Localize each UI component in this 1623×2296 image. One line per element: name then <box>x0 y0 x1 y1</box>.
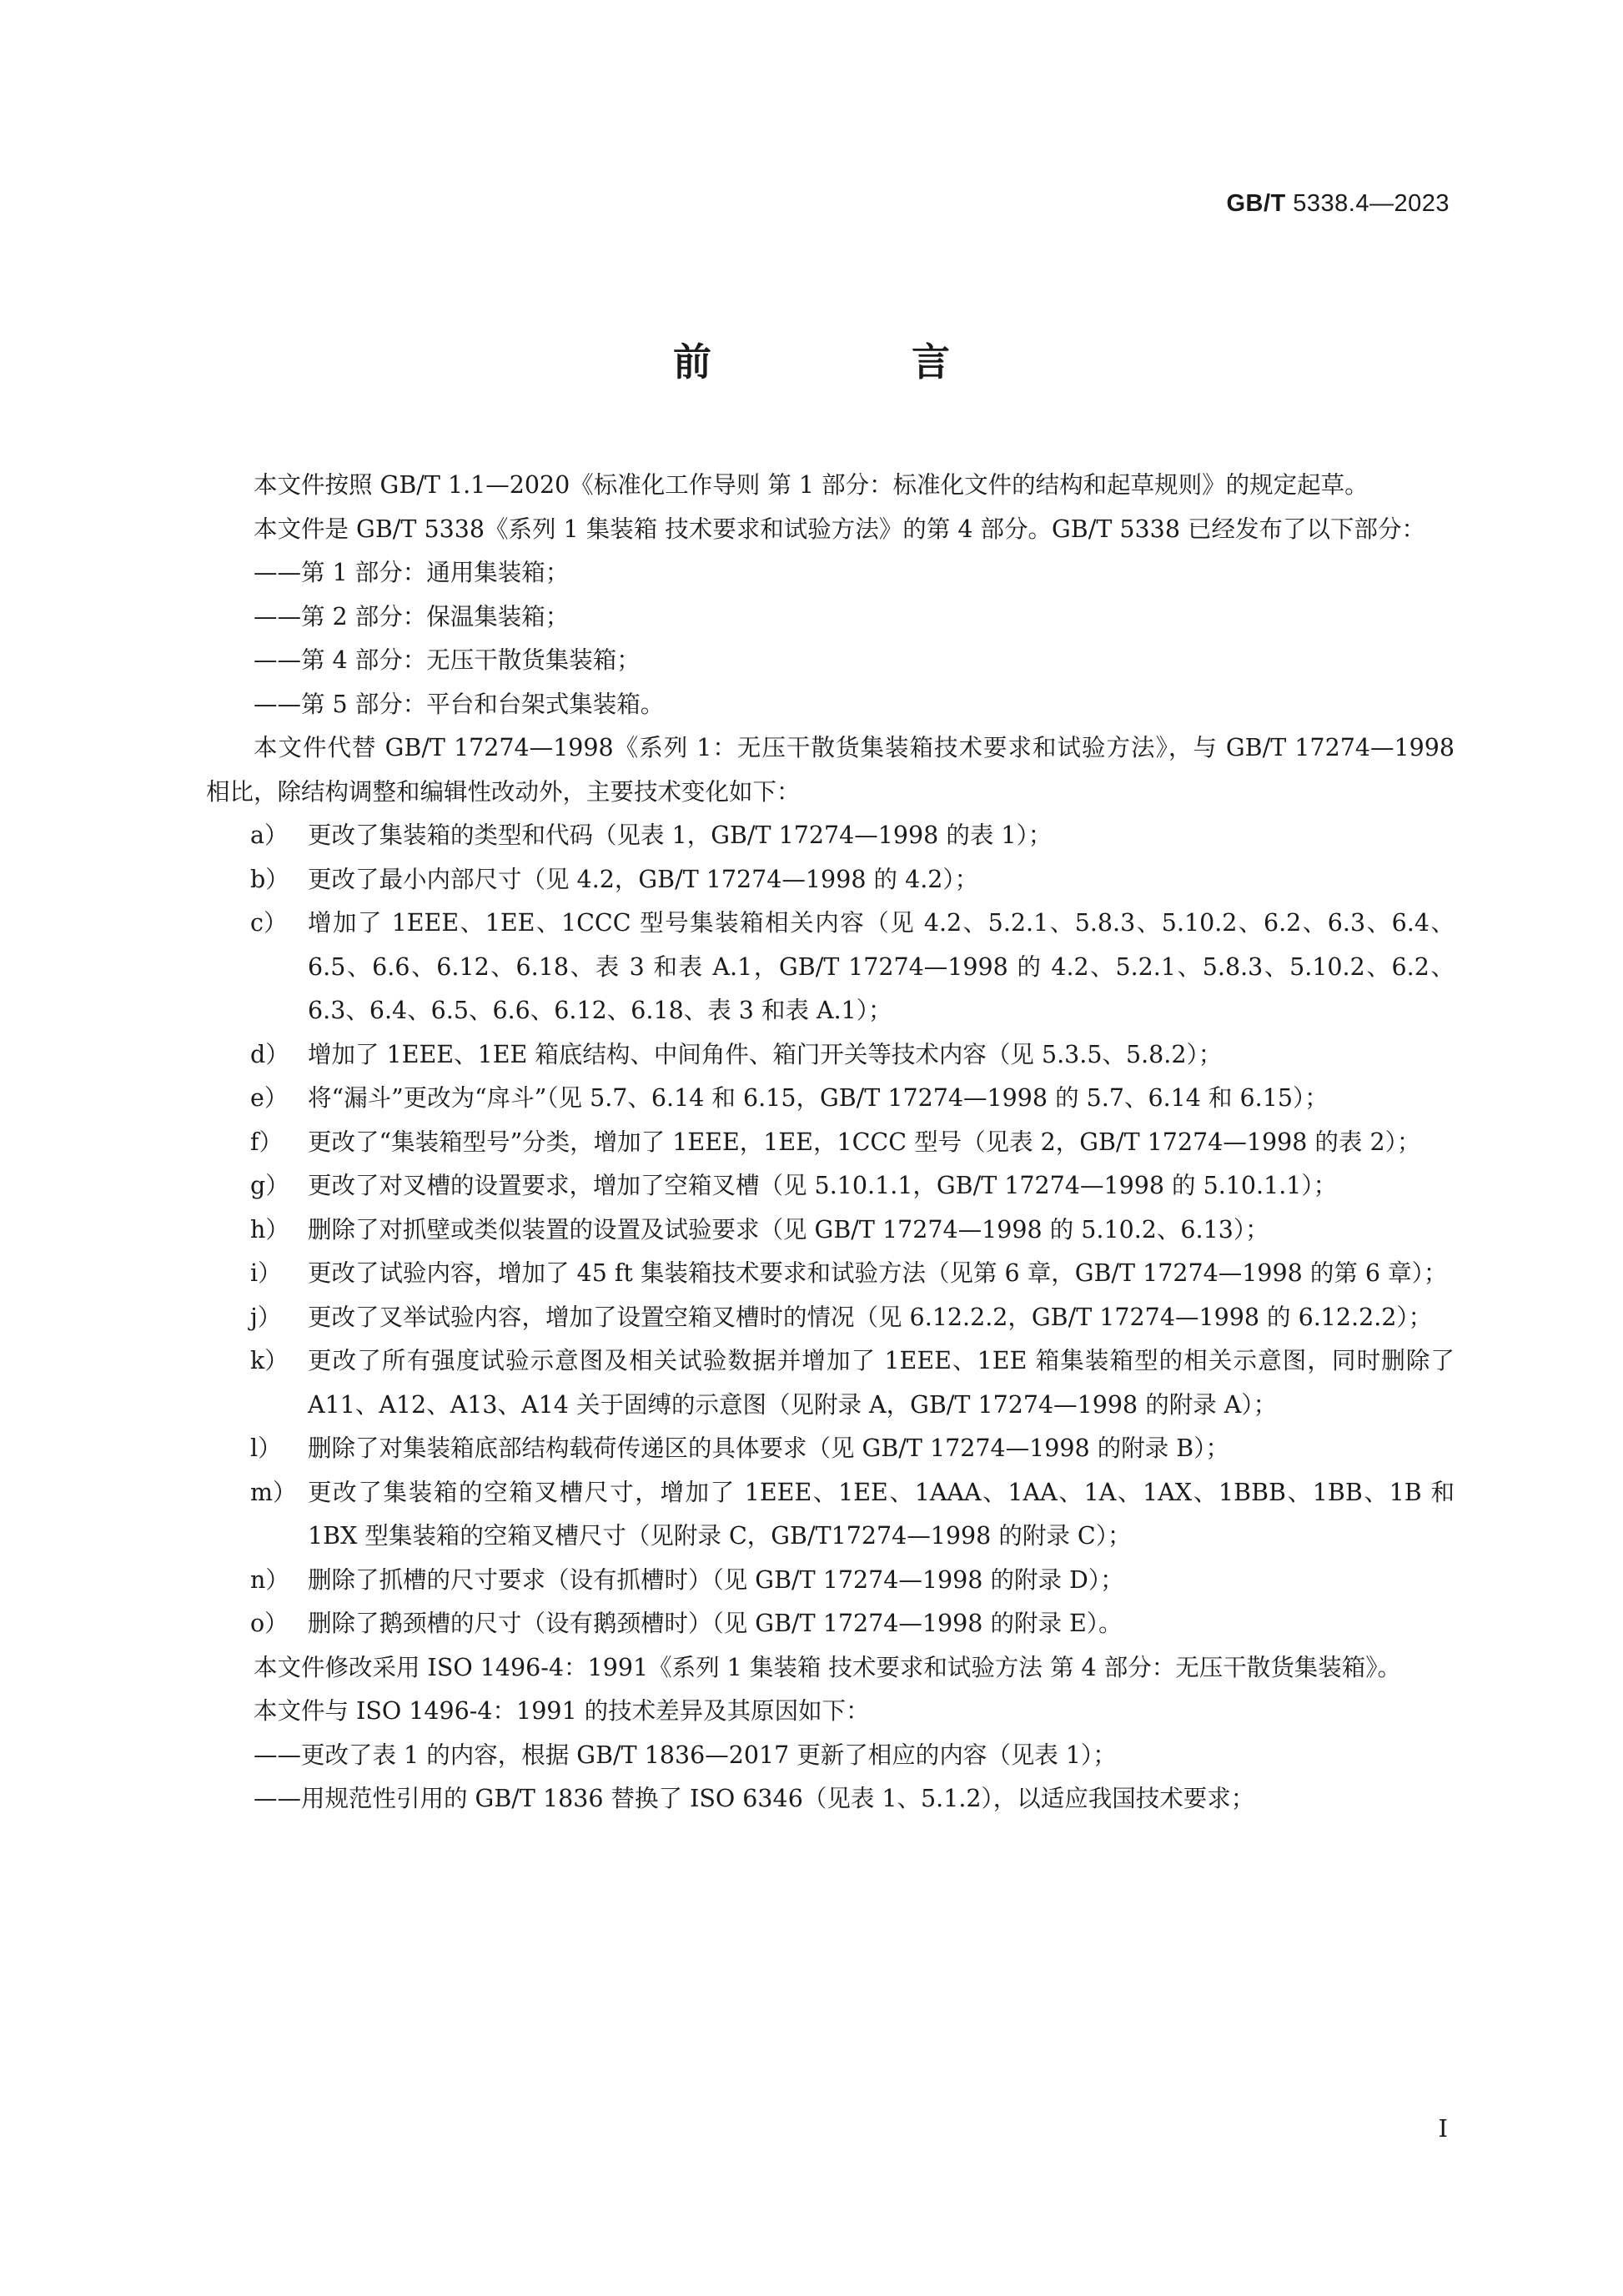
item-label: a） <box>250 821 289 849</box>
standard-prefix: GB/T <box>1226 190 1286 217</box>
item-text: 将“漏斗”更改为“戽斗”（见 5.7、6.14 和 6.15，GB/T 17274—1998 的 5.7、6.14 和 6.15）； <box>308 1084 1329 1112</box>
list-item-change <box>206 858 1455 902</box>
item-label: d） <box>250 1040 289 1068</box>
list-item-part: ——第 5 部分：平台和台架式集装箱。 <box>254 690 665 718</box>
list-item-change <box>206 902 1455 1033</box>
item-text: 增加了 1EEE、1EE 箱底结构、中间角件、箱门开关等技术内容（见 5.3.5、5.8.2）； <box>308 1040 1223 1068</box>
standard-code <box>1226 190 1450 218</box>
item-text: 删除了对抓壁或类似装置的设置及试验要求（见 GB/T 17274—1998 的 5.10.2、6.13）； <box>308 1215 1269 1243</box>
item-label: b） <box>250 865 289 893</box>
item-text: 更改了试验内容，增加了 45 ft 集装箱技术要求和试验方法（见第 6 章，GB/T 17274—1998 的第 6 章）； <box>308 1259 1448 1287</box>
item-label: c） <box>250 909 288 937</box>
item-text: 增加了 1EEE、1EE、1CCC 型号集装箱相关内容（见 4.2、5.2.1、5.8.3、5.10.2、6.2、6.3、6.4、6.5、6.6、6.12、6.18、表 3 和表 A.1，GB/T 17274—1998 的 4.2、5.2.1、5.8.3、5.10.2、6.2、6.3、6.4、6.5、6.6、6.12、6.18、表 3 和表 A.1）； <box>308 909 1455 1024</box>
item-text: 更改了集装箱的空箱叉槽尺寸，增加了 1EEE、1EE、1AAA、1AA、1A、1AX、1BBB、1BB、1B 和 1BX 型集装箱的空箱叉槽尺寸（见附录 C，GB/T17274—1998 的附录 C）； <box>308 1478 1455 1550</box>
item-label: l） <box>250 1434 282 1462</box>
list-item-part: ——第 4 部分：无压干散货集装箱； <box>254 646 641 674</box>
list-item-change <box>206 1296 1455 1340</box>
item-label: o） <box>250 1610 289 1637</box>
paragraph-series-parts: 本文件是 GB/T 5338《系列 1 集装箱 技术要求和试验方法》的第 4 部分。GB/T 5338 已经发布了以下部分： <box>254 515 1426 543</box>
list-item-change <box>206 1164 1455 1208</box>
list-item-difference: ——更改了表 1 的内容，根据 GB/T 1836—2017 更新了相应的内容（见表 1）； <box>254 1741 1117 1769</box>
list-item-part: ——第 1 部分：通用集装箱； <box>254 559 570 586</box>
item-label: h） <box>250 1215 289 1243</box>
paragraph-replacement: 本文件代替 GB/T 17274—1998《系列 1：无压干散货集装箱技术要求和试验方法》，与 GB/T 17274—1998 相比，除结构调整和编辑性改动外，主要技术变化如下： <box>206 734 1455 806</box>
item-text: 更改了所有强度试验示意图及相关试验数据并增加了 1EEE、1EE 箱集装箱型的相关示意图，同时删除了 A11、A12、A13、A14 关于固缚的示意图（见附录 A，GB/T 17274—1998 的附录 A）； <box>308 1347 1455 1419</box>
standard-number: 5338.4—2023 <box>1293 190 1450 217</box>
page-title: 前 言 <box>672 339 1043 384</box>
paragraph-drafting-basis: 本文件按照 GB/T 1.1—2020《标准化工作导则 第 1 部分：标准化文件的结构和起草规则》的规定起草。 <box>254 471 1369 499</box>
list-item-change <box>206 1208 1455 1253</box>
list-item-change <box>206 1033 1455 1078</box>
item-text: 更改了“集装箱型号”分类，增加了 1EEE，1EE，1CCC 型号（见表 2，GB/T 17274—1998 的表 2）； <box>308 1128 1421 1156</box>
item-text: 更改了集装箱的类型和代码（见表 1，GB/T 17274—1998 的表 1）； <box>308 821 1053 849</box>
item-label: e） <box>250 1084 289 1112</box>
list-item-part: ——第 2 部分：保温集装箱； <box>254 602 570 631</box>
item-label: k） <box>250 1347 289 1374</box>
list-item-change <box>206 1559 1455 1603</box>
list-item-change <box>206 1077 1455 1121</box>
list-item-change <box>206 1252 1455 1296</box>
page-number: I <box>1438 2114 1448 2143</box>
list-item-change <box>206 1602 1455 1646</box>
list-item-change <box>206 1121 1455 1165</box>
list-item-change <box>206 1471 1455 1559</box>
list-item-change <box>206 1339 1455 1427</box>
document-body <box>206 464 1455 1821</box>
item-label: f） <box>250 1128 284 1156</box>
item-label: n） <box>250 1565 289 1594</box>
item-text: 更改了叉举试验内容，增加了设置空箱叉槽时的情况（见 6.12.2.2，GB/T 17274—1998 的 6.12.2.2）； <box>308 1303 1433 1331</box>
item-text: 删除了鹅颈槽的尺寸（设有鹅颈槽时）（见 GB/T 17274—1998 的附录 E）。 <box>308 1610 1123 1637</box>
item-label: j） <box>250 1303 282 1331</box>
item-label: i） <box>250 1259 282 1287</box>
item-label: g） <box>250 1172 289 1199</box>
item-text: 更改了最小内部尺寸（见 4.2，GB/T 17274—1998 的 4.2）； <box>308 865 979 893</box>
item-text: 删除了对集装箱底部结构载荷传递区的具体要求（见 GB/T 17274—1998 的附录 B）； <box>308 1434 1229 1462</box>
paragraph-adoption: 本文件修改采用 ISO 1496-4：1991《系列 1 集装箱 技术要求和试验方法 第 4 部分：无压干散货集装箱》。 <box>254 1653 1401 1681</box>
list-item-difference: ——用规范性引用的 GB/T 1836 替换了 ISO 6346（见表 1、5.1.2），以适应我国技术要求； <box>254 1785 1255 1812</box>
paragraph-technical-differences: 本文件与 ISO 1496-4：1991 的技术差异及其原因如下： <box>254 1697 870 1725</box>
list-item-change <box>206 814 1455 858</box>
list-item-change <box>206 1427 1455 1471</box>
item-label: m） <box>250 1478 297 1506</box>
item-text: 删除了抓槽的尺寸要求（设有抓槽时）（见 GB/T 17274—1998 的附录 D）； <box>308 1565 1124 1594</box>
item-text: 更改了对叉槽的设置要求，增加了空箱叉槽（见 5.10.1.1，GB/T 17274—1998 的 5.10.1.1）； <box>308 1172 1338 1199</box>
